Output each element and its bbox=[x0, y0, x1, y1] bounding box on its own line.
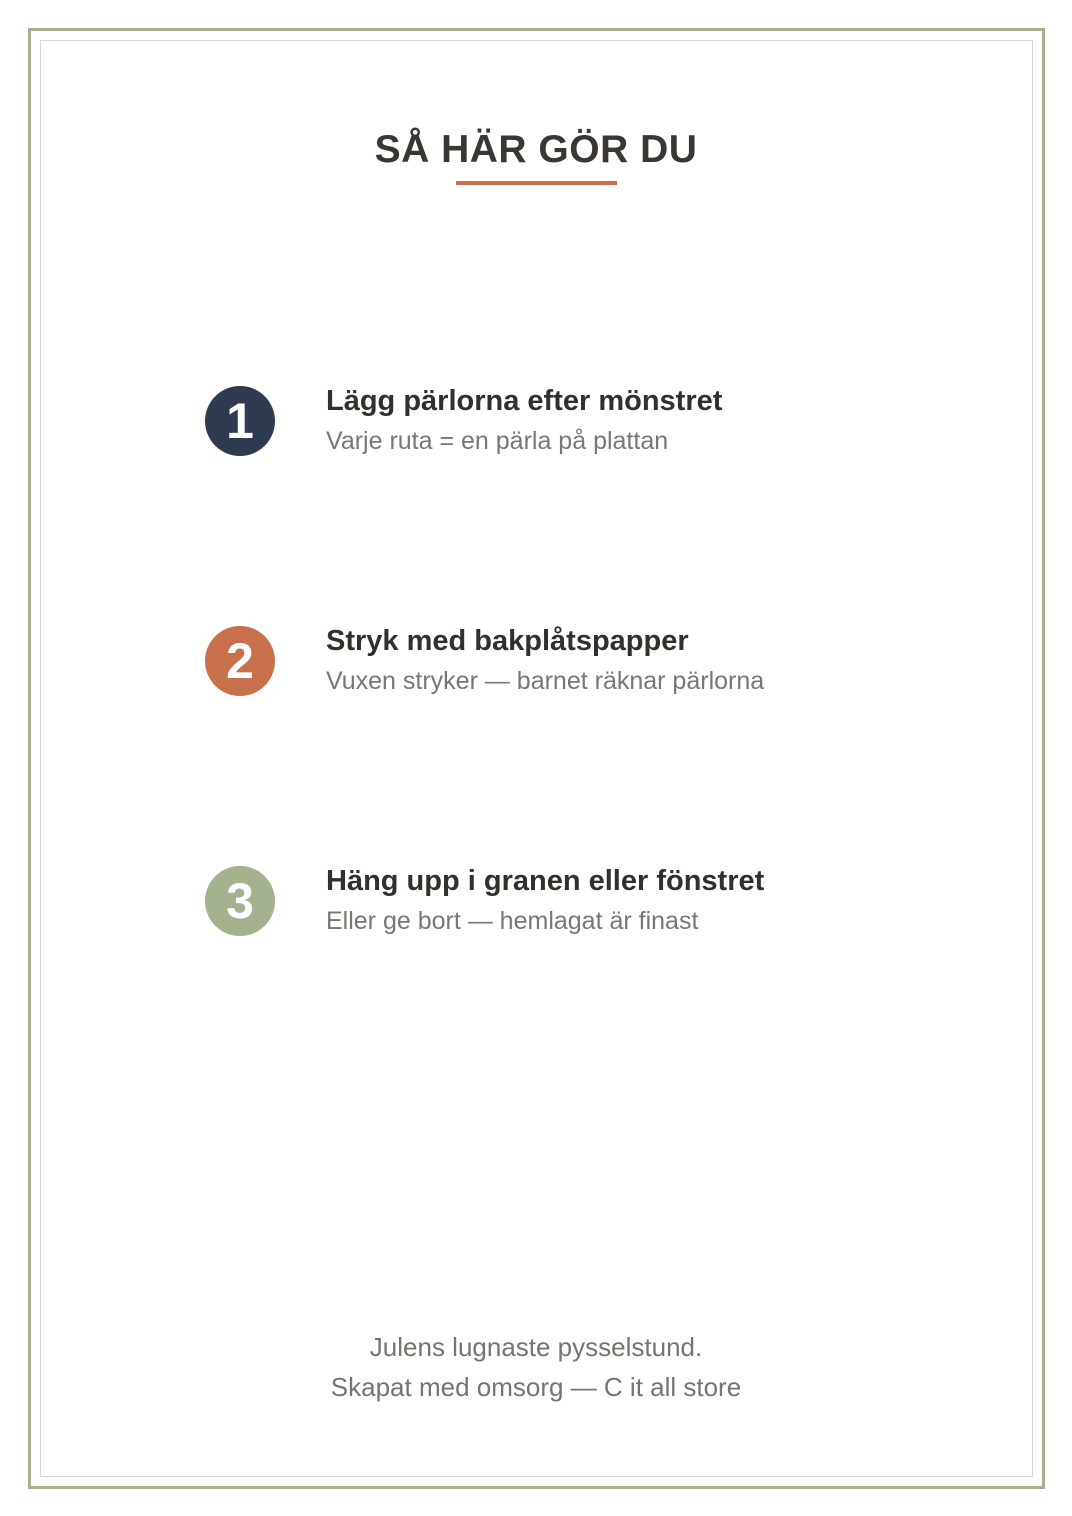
title-underline bbox=[456, 181, 617, 185]
step-title-2: Stryk med bakplåtspapper bbox=[326, 625, 689, 657]
step-number-badge-1: 1 bbox=[205, 386, 275, 456]
step-description-1: Varje ruta = en pärla på plattan bbox=[326, 427, 669, 455]
step-description-3: Eller ge bort — hemlagat är finast bbox=[326, 907, 699, 935]
footer-tagline: Julens lugnaste pysselstund. bbox=[369, 1332, 703, 1362]
step-description-2: Vuxen stryker — barnet räknar pärlorna bbox=[326, 667, 765, 695]
footer-credit: Skapat med omsorg — C it all store bbox=[330, 1372, 742, 1402]
step-title-1: Lägg pärlorna efter mönstret bbox=[326, 385, 723, 417]
step-item-2 bbox=[205, 626, 905, 698]
step-item-3 bbox=[205, 866, 905, 938]
step-title-3: Häng upp i granen eller fönstret bbox=[326, 865, 765, 897]
step-item-1 bbox=[205, 386, 905, 458]
step-number-badge-2: 2 bbox=[205, 626, 275, 696]
page-border-inner bbox=[40, 40, 1033, 1477]
page-title: SÅ HÄR GÖR DU bbox=[374, 128, 698, 171]
step-number-badge-3: 3 bbox=[205, 866, 275, 936]
